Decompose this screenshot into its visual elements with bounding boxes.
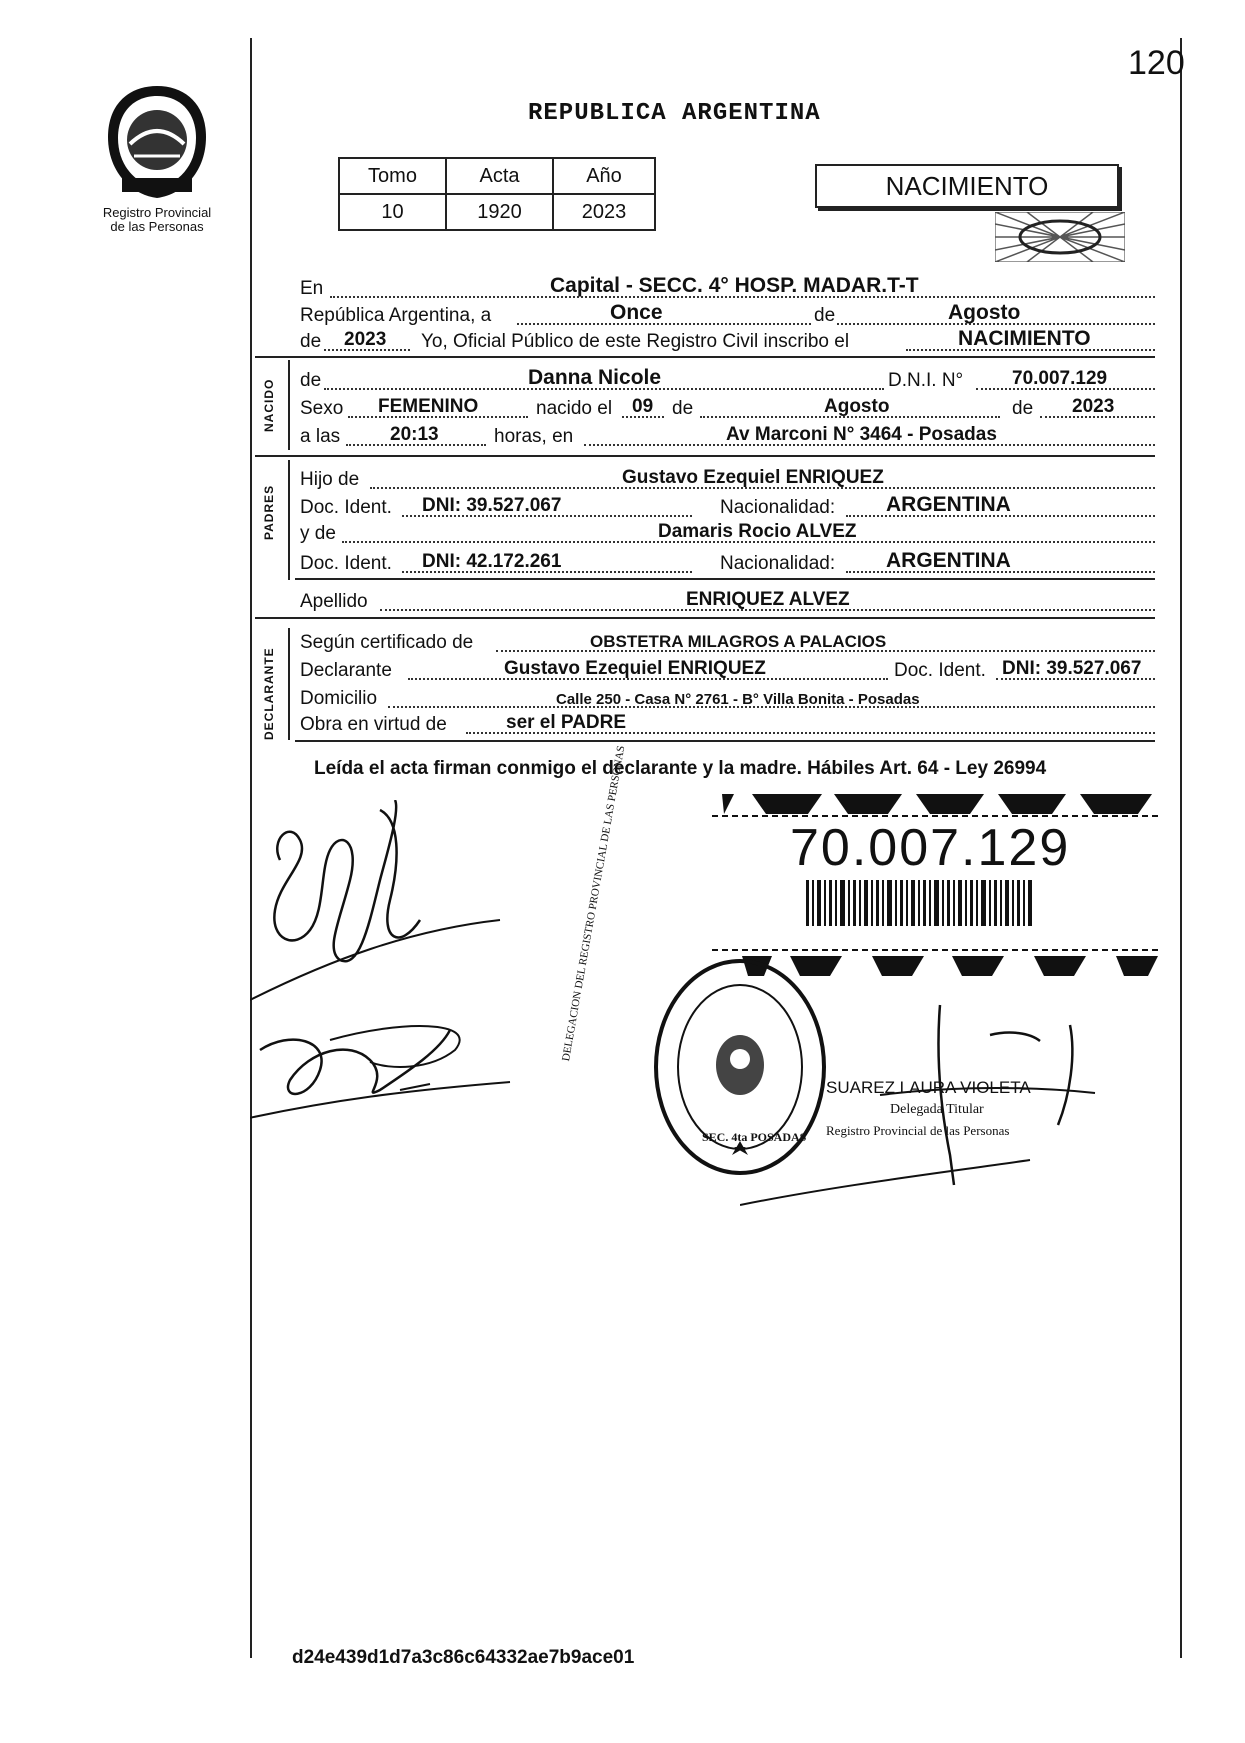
value-madre-nac: ARGENTINA: [886, 549, 1011, 572]
header-anio: Año: [553, 158, 655, 194]
registry-table: [338, 157, 656, 231]
value-sexo: FEMENINO: [378, 396, 479, 417]
row-madre: [300, 521, 1155, 545]
value-apellido: ENRIQUEZ ALVEZ: [686, 589, 850, 610]
label-declarante: Declarante: [300, 660, 392, 681]
value-dia-texto: Once: [610, 301, 663, 324]
logo-caption-line2: de las Personas: [110, 219, 204, 234]
value-nombre: Danna Nicole: [528, 366, 662, 389]
right-margin-line: [1180, 38, 1182, 1658]
label-segun: Según certificado de: [300, 632, 474, 653]
label-y-de: y de: [300, 523, 336, 544]
label-republica: República Argentina, a: [300, 305, 492, 326]
value-dia-nac: 09: [632, 396, 654, 417]
value-padre-nac: ARGENTINA: [886, 493, 1011, 516]
value-certificado: OBSTETRA MILAGROS A PALACIOS: [590, 632, 887, 651]
value-hora: 20:13: [390, 424, 439, 445]
official-role: Delegada Titular: [890, 1102, 984, 1117]
label-de-dia: de: [672, 398, 694, 419]
official-office: Registro Provincial de las Personas: [826, 1123, 1010, 1138]
value-dni: 70.007.129: [1012, 368, 1108, 389]
logo-caption: [92, 206, 222, 234]
page-number: 120: [1128, 44, 1185, 82]
value-obra: ser el PADRE: [506, 712, 627, 733]
province-seal-logo: [100, 82, 215, 202]
document-hash: d24e439d1d7a3c86c64332ae7b9ace01: [292, 1647, 635, 1668]
value-domicilio: Calle 250 - Casa N° 2761 - B° Villa Bonita - Posadas: [556, 691, 920, 708]
row-domicilio: [300, 686, 1155, 710]
row-obra: [300, 712, 1155, 736]
section-label-nacido: NACIDO: [262, 378, 276, 432]
document-title: REPUBLICA ARGENTINA: [528, 100, 821, 127]
value-acto: NACIMIENTO: [958, 327, 1091, 350]
row-republica: [300, 303, 1155, 327]
declarant-signature: [250, 744, 630, 1140]
closing-statement: Leída el acta firman conmigo el declarante y la madre. Hábiles Art. 64 - Ley 26994: [314, 758, 1047, 779]
label-doc-ident: Doc. Ident.: [300, 497, 392, 518]
label-doc-ident2: Doc. Ident.: [300, 553, 392, 574]
label-hijo-de: Hijo de: [300, 469, 360, 490]
seal-ring-text: DELEGACION DEL REGISTRO PROVINCIAL DE LAS PERSONAS: [560, 744, 628, 1063]
label-dni: D.N.I. N°: [888, 370, 964, 391]
value-anio: 2023: [553, 194, 655, 230]
value-mes: Agosto: [948, 301, 1021, 324]
label-de-nombre: de: [300, 370, 322, 391]
label-en: En: [300, 278, 324, 299]
value-padre-doc: DNI: 39.527.067: [422, 495, 562, 516]
label-inscribo: Yo, Oficial Público de este Registro Civil inscribo el: [421, 331, 850, 352]
value-acta: 1920: [446, 194, 553, 230]
label-a-las: a las: [300, 426, 341, 447]
value-anio-nac: 2023: [1072, 396, 1115, 417]
seal-inner-text: SEC. 4ta POSADAS: [702, 1130, 807, 1144]
row-inscribo: [300, 329, 1155, 353]
record-type-box: NACIMIENTO: [815, 164, 1119, 208]
section-label-padres: PADRES: [262, 484, 276, 540]
stamp-number: 70.007.129: [790, 819, 1071, 877]
value-lugar: Capital - SECC. 4° HOSP. MADAR.T-T: [550, 274, 919, 297]
row-apellido: [300, 589, 1155, 613]
row-sexo: [300, 396, 1155, 420]
barcode-icon: [806, 880, 1036, 926]
row-declarante: [300, 658, 1155, 682]
label-doc-ident3: Doc. Ident.: [894, 660, 986, 681]
row-en: [300, 276, 1155, 300]
header-acta: Acta: [446, 158, 553, 194]
official-name: SUAREZ LAURA VIOLETA: [826, 1078, 1031, 1097]
label-nacionalidad2: Nacionalidad:: [720, 553, 836, 574]
value-declarante-doc: DNI: 39.527.067: [1002, 658, 1142, 679]
row-padre: [300, 467, 1155, 491]
section-label-declarante: DECLARANTE: [262, 647, 276, 740]
row-nombre: [300, 368, 1155, 392]
header-tomo: Tomo: [339, 158, 446, 194]
value-tomo: 10: [339, 194, 446, 230]
label-de-anio2: de: [1012, 398, 1034, 419]
label-obra: Obra en virtud de: [300, 714, 447, 735]
row-madre-doc: [300, 551, 1155, 575]
official-signature: [740, 985, 1160, 1215]
value-lugar-nac: Av Marconi N° 3464 - Posadas: [726, 424, 997, 445]
label-nacido-el: nacido el: [536, 398, 613, 419]
label-sexo: Sexo: [300, 398, 344, 419]
label-apellido: Apellido: [300, 591, 368, 612]
value-mes-nac: Agosto: [824, 396, 890, 417]
label-de-anio: de: [300, 331, 322, 352]
logo-caption-line1: Registro Provincial: [102, 205, 212, 220]
value-anio: 2023: [344, 329, 387, 350]
row-hora: [300, 424, 1155, 448]
value-madre: Damaris Rocio ALVEZ: [658, 521, 857, 542]
security-band-top-icon: [712, 788, 1162, 820]
label-horas-en: horas, en: [494, 426, 574, 447]
label-de-mes: de: [814, 305, 836, 326]
row-padre-doc: [300, 495, 1155, 519]
value-declarante: Gustavo Ezequiel ENRIQUEZ: [504, 658, 766, 679]
value-padre: Gustavo Ezequiel ENRIQUEZ: [622, 467, 884, 488]
label-domicilio: Domicilio: [300, 688, 378, 709]
row-certificado: [300, 630, 1155, 654]
label-nacionalidad: Nacionalidad:: [720, 497, 836, 518]
value-madre-doc: DNI: 42.172.261: [422, 551, 562, 572]
security-stamp-icon: [995, 212, 1125, 262]
